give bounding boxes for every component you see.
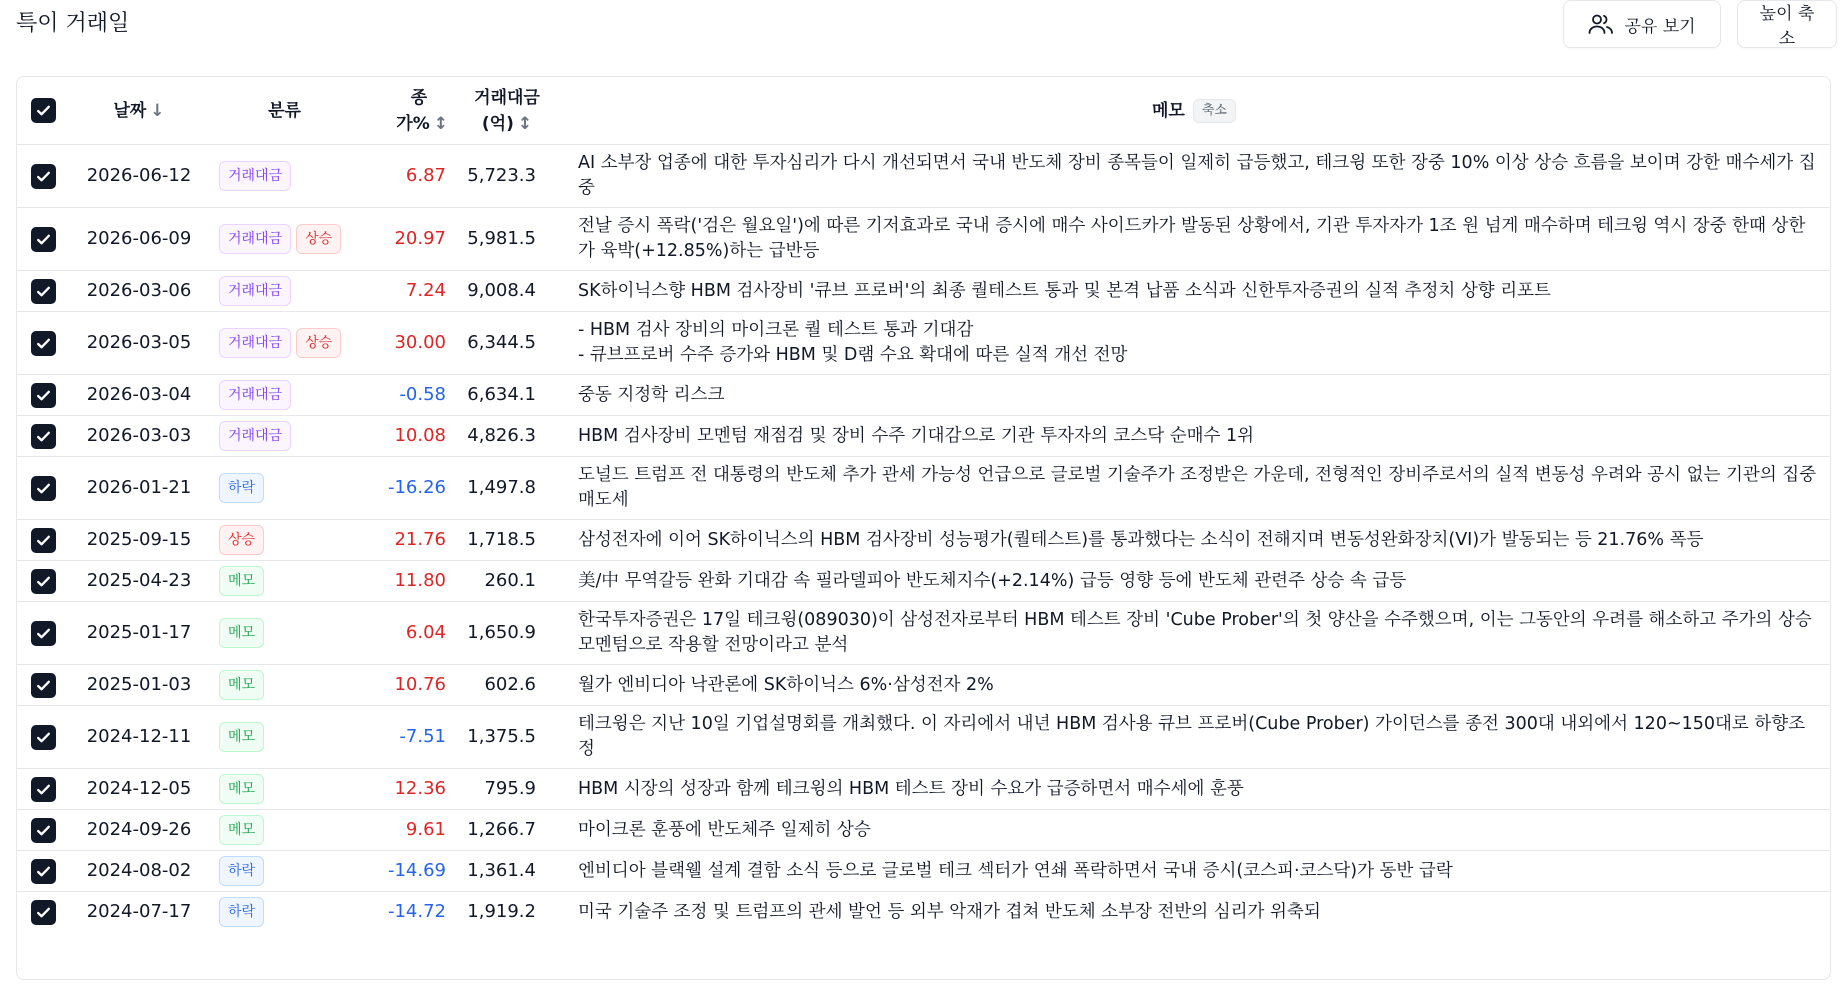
row-select-cell (17, 375, 69, 416)
row-memo[interactable]: 월가 엔비디아 낙관론에 SK하이닉스 6%·삼성전자 2% (558, 665, 1830, 706)
row-checkbox[interactable] (31, 725, 56, 750)
page-header (0, 0, 1846, 58)
users-icon (1588, 13, 1614, 35)
row-memo[interactable]: 엔비디아 블랙웰 설계 결함 소식 등으로 글로벌 테크 섹터가 연쇄 폭락하면서 국내 증시(코스피·코스닥)가 동반 급락 (558, 851, 1830, 892)
row-close-pct: -14.72 (387, 901, 446, 923)
category-badge-down: 하락 (219, 473, 264, 503)
row-checkbox[interactable] (31, 818, 56, 843)
row-category (209, 271, 360, 312)
column-date[interactable] (69, 77, 209, 145)
row-select-cell (17, 769, 69, 810)
row-trade-amount: 1,497.8 (456, 457, 558, 520)
row-trade-amount: 1,919.2 (467, 901, 536, 923)
row-trade-amount: 795.9 (456, 769, 558, 810)
row-date: 2024-12-11 (69, 706, 209, 769)
row-select-cell (17, 145, 69, 208)
sort-desc-icon: ↓ (150, 100, 165, 121)
table-row[interactable] (17, 561, 1830, 602)
row-close-pct: -0.58 (360, 375, 456, 416)
row-memo[interactable]: 한국투자증권은 17일 테크윙(089030)이 삼성전자로부터 HBM 테스트 장비 'Cube Prober'의 첫 양산을 수주했으며, 이는 그동안의 우려를 해소하고 주가의 상승 모멘텀으로 작용할 전망이라고 분석 (558, 602, 1830, 665)
check-icon (35, 387, 52, 404)
check-icon (35, 480, 52, 497)
row-checkbox[interactable] (31, 227, 56, 252)
row-date: 2026-03-03 (69, 416, 209, 457)
category-badge-memo: 메모 (219, 722, 264, 752)
row-category (209, 457, 360, 520)
row-category (209, 706, 360, 769)
row-date: 2026-03-05 (69, 312, 209, 375)
category-badge-volume: 거래대금 (219, 421, 291, 451)
row-date: 2025-01-03 (69, 665, 209, 706)
row-select-cell (17, 706, 69, 769)
row-date: 2026-06-12 (69, 145, 209, 208)
category-badge-memo: 메모 (219, 670, 264, 700)
row-select-cell (17, 851, 69, 892)
row-memo[interactable]: HBM 검사장비 모멘텀 재점검 및 장비 수주 기대감으로 기관 투자자의 코스닥 순매수 1위 (558, 416, 1830, 457)
row-close-pct: -7.51 (360, 706, 456, 769)
row-close-pct: 30.00 (360, 312, 456, 375)
row-date: 2026-03-04 (69, 375, 209, 416)
row-memo[interactable]: AI 소부장 업종에 대한 투자심리가 다시 개선되면서 국내 반도체 장비 종목들이 일제히 급등했고, 테크윙 또한 장중 10% 이상 상승 흐름을 보이며 강한 매수세가 집중 (558, 145, 1830, 208)
row-checkbox[interactable] (31, 528, 56, 553)
row-select-cell (17, 416, 69, 457)
table-row[interactable] (17, 271, 1830, 312)
row-category (209, 416, 360, 457)
row-category (209, 312, 360, 375)
category-badge-memo: 메모 (219, 774, 264, 804)
reduce-height-button[interactable]: 높이 축소 (1737, 0, 1837, 48)
category-badge-volume: 거래대금 (219, 380, 291, 410)
row-checkbox[interactable] (31, 859, 56, 884)
row-memo[interactable]: 테크윙은 지난 10일 기업설명회를 개최했다. 이 자리에서 내년 HBM 검사용 큐브 프로버(Cube Prober) 가이던스를 종전 300대 내외에서 120~150대로 하향조정 (558, 706, 1830, 769)
row-select-cell (17, 810, 69, 851)
table-row[interactable] (17, 602, 1830, 665)
category-badge-memo: 메모 (219, 618, 264, 648)
unusual-days-table (16, 76, 1831, 980)
row-memo[interactable]: 도널드 트럼프 전 대통령의 반도체 추가 관세 가능성 언급으로 글로벌 기술주가 조정받은 가운데, 전형적인 장비주로서의 실적 변동성 우려와 공시 없는 기관의 집중 매도세 (558, 457, 1830, 520)
column-category: 분류 (209, 77, 360, 145)
row-trade-amount: 260.1 (456, 561, 558, 602)
check-icon (35, 573, 52, 590)
row-select-cell (17, 520, 69, 561)
check-icon (35, 335, 52, 352)
row-checkbox[interactable] (31, 673, 56, 698)
table-row[interactable] (17, 457, 1830, 520)
row-trade-amount: 1,361.4 (456, 851, 558, 892)
row-checkbox[interactable] (31, 777, 56, 802)
column-memo-label: 메모 (1152, 100, 1185, 121)
page-title: 특이 거래일 (16, 11, 130, 36)
row-trade-amount: 5,723.3 (456, 145, 558, 208)
column-close-pct[interactable] (360, 77, 456, 145)
row-category (209, 892, 360, 933)
category-badge-volume: 거래대금 (219, 276, 291, 306)
row-memo[interactable]: 美/中 무역갈등 완화 기대감 속 필라델피아 반도체지수(+2.14%) 급등 영향 등에 반도체 관련주 상승 속 급등 (558, 561, 1830, 602)
check-icon (35, 428, 52, 445)
check-icon (35, 283, 52, 300)
category-badge-down: 하락 (219, 856, 264, 886)
table-row[interactable] (17, 706, 1830, 769)
row-date: 2025-04-23 (69, 561, 209, 602)
column-trade-amount-line2 (456, 111, 558, 137)
row-category (209, 375, 360, 416)
column-date-label: 날짜 (113, 100, 147, 121)
sort-icon: ↕ (433, 113, 448, 134)
row-category (209, 561, 360, 602)
row-checkbox[interactable] (31, 569, 56, 594)
row-category (209, 769, 360, 810)
row-category (209, 810, 360, 851)
row-trade-amount: 1,375.5 (456, 706, 558, 769)
category-badge-memo: 메모 (219, 566, 264, 596)
row-close-pct: 6.04 (360, 602, 456, 665)
row-trade-amount: 4,826.3 (456, 416, 558, 457)
row-checkbox[interactable] (31, 164, 56, 189)
row-category (209, 145, 360, 208)
row-memo[interactable]: - HBM 검사 장비의 마이크론 퀄 테스트 통과 기대감 - 큐브프로버 수주 증가와 HBM 및 D램 수요 확대에 따른 실적 개선 전망 (558, 312, 1830, 375)
row-date: 2025-09-15 (69, 520, 209, 561)
table-row[interactable] (17, 851, 1830, 892)
row-close-pct: -14.69 (360, 851, 456, 892)
table-row[interactable] (17, 520, 1830, 561)
row-select-cell (17, 602, 69, 665)
table-row[interactable] (17, 769, 1830, 810)
row-checkbox[interactable] (31, 383, 56, 408)
table-row[interactable] (17, 892, 1830, 933)
category-badge-volume: 거래대금 (219, 328, 291, 358)
row-date: 2024-12-05 (69, 769, 209, 810)
table-body (17, 145, 1830, 933)
row-trade-amount: 9,008.4 (456, 271, 558, 312)
check-icon (35, 729, 52, 746)
share-view-label: 공유 보기 (1624, 16, 1696, 37)
row-date: 2024-08-02 (69, 851, 209, 892)
category-badge-down: 하락 (219, 897, 264, 927)
check-icon (35, 625, 52, 642)
row-close-pct: 6.87 (360, 145, 456, 208)
row-trade-amount: 6,634.1 (456, 375, 558, 416)
row-date: 2025-01-17 (69, 602, 209, 665)
check-icon (35, 863, 52, 880)
row-checkbox[interactable] (31, 424, 56, 449)
row-category (209, 208, 360, 271)
row-trade-amount: 6,344.5 (456, 312, 558, 375)
check-icon (35, 231, 52, 248)
row-trade-amount: 602.6 (456, 665, 558, 706)
row-category (209, 520, 360, 561)
table-row[interactable] (17, 312, 1830, 375)
category-badge-up: 상승 (296, 328, 341, 358)
row-memo[interactable]: 마이크론 훈풍에 반도체주 일제히 상승 (558, 810, 1830, 851)
row-close-pct: 10.08 (360, 416, 456, 457)
row-select-cell (17, 271, 69, 312)
table-row[interactable] (17, 145, 1830, 208)
row-close-pct: 20.97 (360, 208, 456, 271)
row-checkbox[interactable] (31, 900, 56, 925)
row-close-pct: 7.24 (360, 271, 456, 312)
column-trade-amount-unit: (억) (481, 113, 514, 134)
column-trade-amount-line1: 거래대금 (474, 87, 540, 108)
row-close-pct: 12.36 (360, 769, 456, 810)
table-row[interactable] (17, 665, 1830, 706)
column-trade-amount[interactable] (456, 77, 558, 145)
row-trade-amount: 1,266.7 (456, 810, 558, 851)
row-select-cell (17, 457, 69, 520)
select-all-cell (17, 77, 69, 145)
row-close-pct: 21.76 (360, 520, 456, 561)
row-memo[interactable]: 전날 증시 폭락('검은 월요일')에 따른 기저효과로 국내 증시에 매수 사이드카가 발동된 상황에서, 기관 투자자가 1조 원 넘게 매수하며 테크윙 역시 장중 한때 상한가 육박(+12.85%)하는 급반등 (558, 208, 1830, 271)
category-badge-up: 상승 (219, 525, 264, 555)
select-all-checkbox[interactable] (31, 98, 56, 123)
category-badge-volume: 거래대금 (219, 224, 291, 254)
row-checkbox[interactable] (31, 621, 56, 646)
table-header-row (17, 77, 1830, 145)
row-trade-amount: 1,650.9 (456, 602, 558, 665)
check-icon (35, 102, 52, 119)
check-icon (35, 822, 52, 839)
column-close-pct-line2 (360, 111, 448, 137)
column-close-pct-label: 가% (396, 113, 430, 134)
row-select-cell (17, 208, 69, 271)
share-view-button[interactable] (1563, 0, 1721, 48)
row-category (209, 851, 360, 892)
row-memo[interactable]: 삼성전자에 이어 SK하이닉스의 HBM 검사장비 성능평가(퀄테스트)를 통과했다는 소식이 전해지며 변동성완화장치(VI)가 발동되는 등 21.76% 폭등 (558, 520, 1830, 561)
column-memo (558, 77, 1830, 145)
row-select-cell (17, 561, 69, 602)
row-close-pct: -16.26 (360, 457, 456, 520)
table-row[interactable] (17, 416, 1830, 457)
row-checkbox[interactable] (31, 331, 56, 356)
column-close-pct-line1: 종 (410, 87, 428, 108)
row-category (209, 602, 360, 665)
row-memo[interactable]: 미국 기술주 조정 및 트럼프의 관세 발언 등 외부 악재가 겹쳐 반도체 소부장 전반의 심리가 위축되 (578, 901, 1321, 922)
row-trade-amount: 5,981.5 (456, 208, 558, 271)
check-icon (35, 781, 52, 798)
table-row[interactable] (17, 375, 1830, 416)
row-memo[interactable]: SK하이닉스향 HBM 검사장비 '큐브 프로버'의 최종 퀄테스트 통과 및 본격 납품 소식과 신한투자증권의 실적 추정치 상향 리포트 (558, 271, 1830, 312)
row-close-pct: 11.80 (360, 561, 456, 602)
row-close-pct: 9.61 (360, 810, 456, 851)
row-date: 2026-03-06 (69, 271, 209, 312)
row-date: 2026-01-21 (69, 457, 209, 520)
row-select-cell (17, 312, 69, 375)
table-row[interactable] (17, 810, 1830, 851)
row-select-cell (17, 665, 69, 706)
row-date: 2024-07-17 (86, 901, 192, 923)
check-icon (35, 677, 52, 694)
check-icon (35, 904, 52, 921)
sort-icon: ↕ (517, 113, 533, 134)
category-badge-up: 상승 (296, 224, 341, 254)
row-memo[interactable]: HBM 시장의 성장과 함께 테크윙의 HBM 테스트 장비 수요가 급증하면서 매수세에 훈풍 (558, 769, 1830, 810)
row-category (209, 665, 360, 706)
table-row[interactable] (17, 208, 1830, 271)
row-date: 2024-09-26 (69, 810, 209, 851)
row-select-cell (17, 892, 69, 933)
category-badge-volume: 거래대금 (219, 161, 291, 191)
check-icon (35, 168, 52, 185)
row-memo[interactable]: 중동 지정학 리스크 (558, 375, 1830, 416)
check-icon (35, 532, 52, 549)
category-badge-memo: 메모 (219, 815, 264, 845)
row-checkbox[interactable] (31, 476, 56, 501)
memo-collapse-button[interactable]: 축소 (1193, 99, 1236, 123)
row-date: 2026-06-09 (69, 208, 209, 271)
row-close-pct: 10.76 (360, 665, 456, 706)
row-trade-amount: 1,718.5 (456, 520, 558, 561)
row-checkbox[interactable] (31, 279, 56, 304)
